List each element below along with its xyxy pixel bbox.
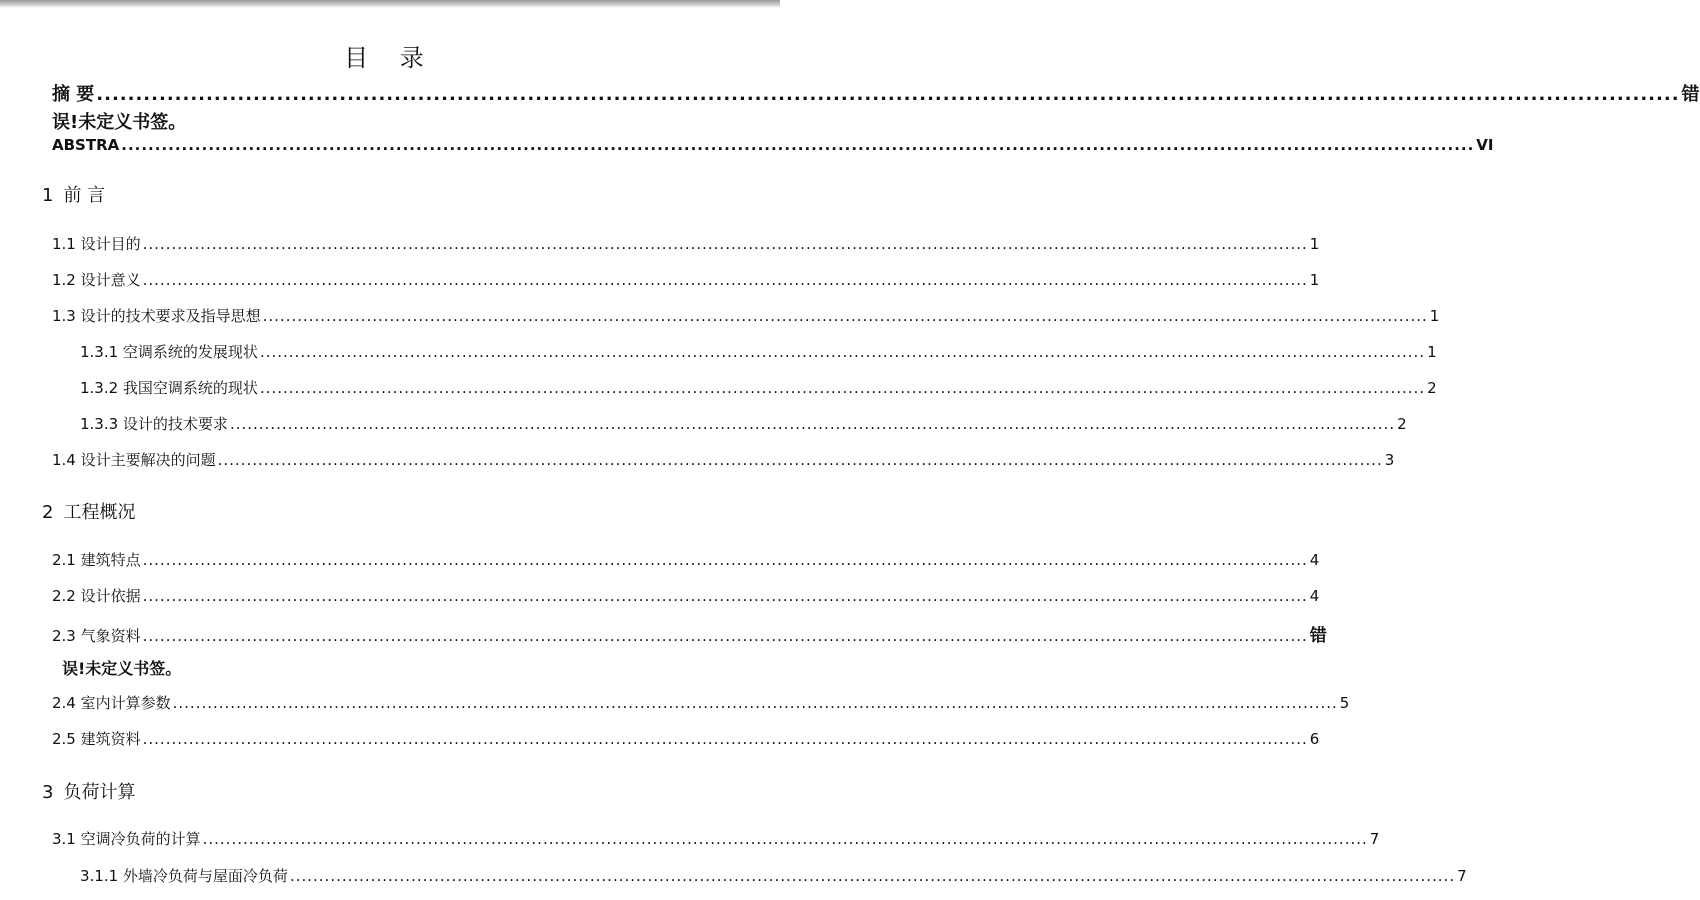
toc-entry-page: 6 xyxy=(1309,730,1320,748)
toc-entry-1-3[interactable] xyxy=(52,305,1440,326)
toc-entry-page: 4 xyxy=(1309,587,1320,605)
toc-entry-abstract-cn[interactable] xyxy=(52,80,1700,106)
toc-entry-2-4[interactable] xyxy=(52,692,1350,713)
window-top-edge xyxy=(0,0,780,8)
toc-entry-label: 1.3.1 空调系统的发展现状 xyxy=(80,343,258,361)
toc-entry-page: 1 xyxy=(1309,271,1320,289)
toc-entry-3-1-1[interactable] xyxy=(80,865,1467,886)
toc-entry-label: 2.5 建筑资料 xyxy=(52,730,141,748)
toc-entry-page: 错 xyxy=(1309,626,1327,646)
dot-leader: .......................................................................................................................................................................................................... xyxy=(289,867,1456,885)
toc-entry-1-1[interactable] xyxy=(52,233,1320,254)
chapter-title: 前 言 xyxy=(63,185,106,206)
dot-leader: .......................................................................................................................................................................................................... xyxy=(262,307,1428,325)
dot-leader: .......................................................................................................................................................................................................... xyxy=(259,379,1426,397)
document-page xyxy=(0,8,1700,900)
toc-entry-label: 摘 要 xyxy=(52,84,95,105)
toc-entry-label: 2.1 建筑特点 xyxy=(52,551,141,569)
dot-leader: .......................................................................................................................................................................................................... xyxy=(142,551,1308,569)
toc-entry-1-3-3[interactable] xyxy=(80,413,1407,434)
chapter-title: 负荷计算 xyxy=(63,782,136,803)
dot-leader: .......................................................................................................................................................................................................... xyxy=(172,694,1338,712)
toc-entry-page: 7 xyxy=(1457,867,1467,885)
toc-entry-1-3-2[interactable] xyxy=(80,377,1437,398)
toc-entry-2-5[interactable] xyxy=(52,728,1320,749)
toc-entry-label: 3.1 空调冷负荷的计算 xyxy=(52,830,201,848)
toc-entry-error-text: 误!未定义书签。 xyxy=(52,112,187,133)
toc-entry-label: 3.1.1 外墙冷负荷与屋面冷负荷 xyxy=(80,867,288,885)
chapter-heading-1[interactable] xyxy=(42,181,105,207)
dot-leader: .......................................................................................................................................................................................................... xyxy=(142,235,1308,253)
toc-entry-label: 1.3 设计的技术要求及指导思想 xyxy=(52,307,261,325)
toc-entry-label: 1.3.2 我国空调系统的现状 xyxy=(80,379,258,397)
toc-entry-2-1[interactable] xyxy=(52,549,1320,570)
toc-entry-page: 2 xyxy=(1397,415,1407,433)
toc-title: 目 录 xyxy=(344,44,436,72)
toc-entry-page: 1 xyxy=(1309,235,1320,253)
dot-leader: .......................................................................................................................................................................................................... xyxy=(259,343,1426,361)
toc-entry-page: 1 xyxy=(1429,307,1440,325)
dot-leader: .......................................................................................................................................................................................................... xyxy=(142,271,1308,289)
dot-leader: .......................................................................................................................................................................................................... xyxy=(96,84,1680,105)
dot-leader: .......................................................................................................................................................................................................... xyxy=(142,587,1308,605)
dot-leader: .......................................................................................................................................................................................................... xyxy=(217,451,1383,469)
chapter-heading-3[interactable] xyxy=(42,778,135,804)
toc-entry-page: 错 xyxy=(1681,84,1700,105)
toc-entry-page: 5 xyxy=(1339,694,1350,712)
toc-entry-page: VI xyxy=(1476,136,1494,154)
toc-entry-label: 1.1 设计目的 xyxy=(52,235,141,253)
toc-entry-label: 1.3.3 设计的技术要求 xyxy=(80,415,228,433)
toc-entry-page: 7 xyxy=(1369,830,1380,848)
toc-entry-label: 2.2 设计依据 xyxy=(52,587,141,605)
toc-entry-label: ABSTRA xyxy=(52,136,120,154)
toc-entry-label: 1.2 设计意义 xyxy=(52,271,141,289)
toc-entry-page: 2 xyxy=(1427,379,1437,397)
dot-leader: .......................................................................................................................................................................................................... xyxy=(142,730,1308,748)
toc-entry-1-3-1[interactable] xyxy=(80,341,1437,362)
dot-leader: .......................................................................................................................................................................................................... xyxy=(202,830,1368,848)
chapter-number: 2 xyxy=(42,502,54,523)
chapter-number: 3 xyxy=(42,782,54,803)
toc-entry-page: 4 xyxy=(1309,551,1320,569)
chapter-title: 工程概况 xyxy=(63,502,136,523)
toc-entry-2-2[interactable] xyxy=(52,585,1320,606)
toc-entry-2-3[interactable] xyxy=(52,621,1327,646)
toc-entry-1-4[interactable] xyxy=(52,449,1395,470)
chapter-number: 1 xyxy=(42,185,54,206)
toc-entry-abstract-en[interactable] xyxy=(52,136,1494,154)
dot-leader: .......................................................................................................................................................................................................... xyxy=(229,415,1396,433)
toc-entry-error-text: 误!未定义书签。 xyxy=(62,659,182,678)
dot-leader: .......................................................................................................................................................................................................... xyxy=(142,627,1308,645)
toc-entry-page: 3 xyxy=(1384,451,1395,469)
toc-entry-3-1[interactable] xyxy=(52,828,1380,849)
toc-entry-page: 1 xyxy=(1427,343,1437,361)
toc-entry-label: 1.4 设计主要解决的问题 xyxy=(52,451,216,469)
toc-entry-label: 2.4 室内计算参数 xyxy=(52,694,171,712)
toc-entry-label: 2.3 气象资料 xyxy=(52,627,141,645)
chapter-heading-2[interactable] xyxy=(42,498,135,524)
toc-entry-1-2[interactable] xyxy=(52,269,1320,290)
dot-leader: .......................................................................................................................................................................................................... xyxy=(121,136,1475,154)
